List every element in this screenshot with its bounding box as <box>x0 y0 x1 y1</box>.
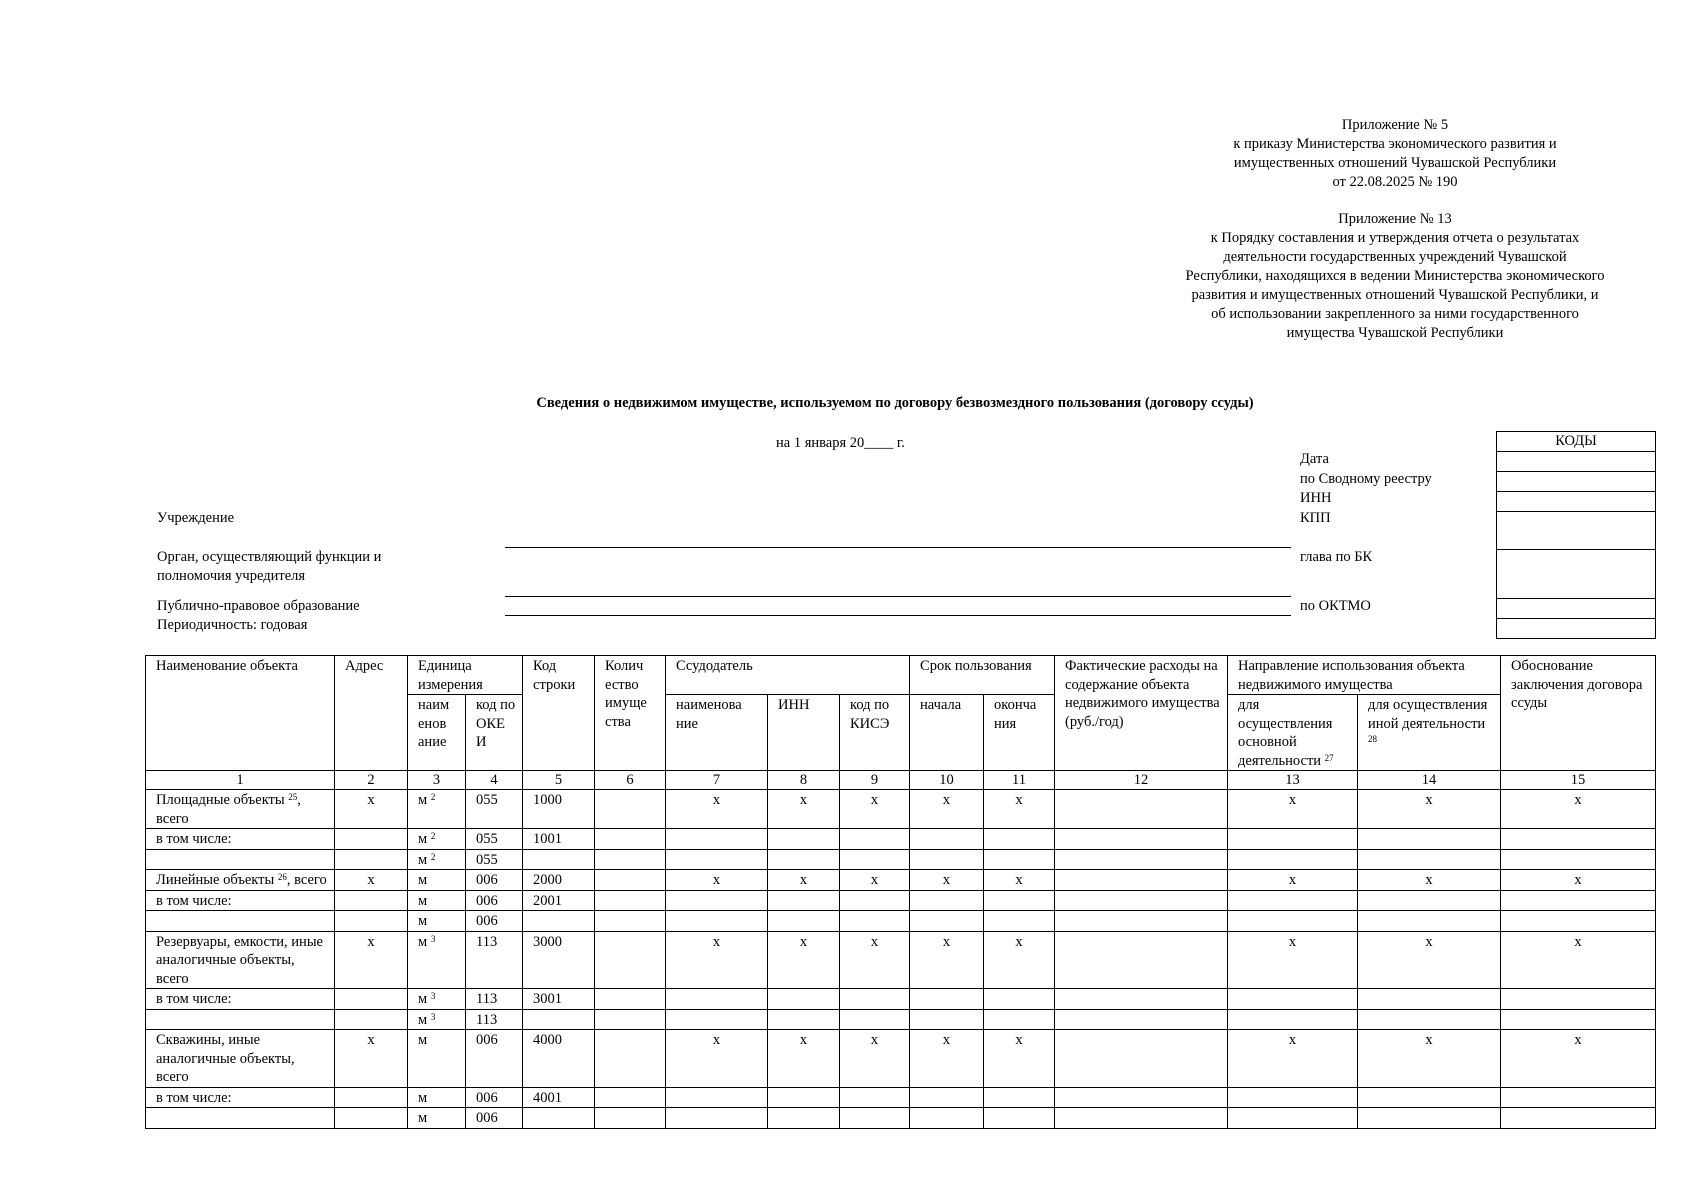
unit-name: м <box>418 1032 428 1048</box>
appendix-line: Приложение № 5 <box>1341 117 1449 133</box>
okei-code-cell: 055 <box>466 829 523 850</box>
okei-code-cell: 006 <box>466 911 523 932</box>
term-end-cell[interactable]: х <box>984 870 1055 891</box>
quantity-cell[interactable] <box>595 870 666 891</box>
header-lender-kise: код по КИСЭ <box>840 695 910 771</box>
term-start-cell[interactable] <box>910 1108 984 1129</box>
column-number: 10 <box>910 771 984 790</box>
appendix-5-header <box>1215 116 1575 192</box>
dir-other-cell[interactable]: х <box>1358 790 1501 829</box>
row-code-cell: 4000 <box>523 1030 595 1088</box>
appendix-line: деятельности государственных учреждений Чувашской <box>1223 249 1567 265</box>
lender-kise-cell[interactable] <box>840 911 910 932</box>
table-row <box>146 829 1656 850</box>
term-end-cell[interactable] <box>984 1108 1055 1129</box>
dir-other-cell[interactable] <box>1358 829 1501 850</box>
table-row <box>146 1108 1656 1129</box>
lender-inn-cell[interactable] <box>768 849 840 870</box>
founder-organ-label: Орган, осуществляющий функции и <box>157 549 382 565</box>
inn-label: ИНН <box>1300 490 1332 506</box>
ppo-input-line[interactable] <box>505 615 1291 616</box>
institution-label: Учреждение <box>157 510 235 526</box>
term-start-cell[interactable]: х <box>910 1030 984 1088</box>
quantity-cell[interactable] <box>595 829 666 850</box>
term-end-cell[interactable] <box>984 1087 1055 1108</box>
lender-inn-cell[interactable]: х <box>768 870 840 891</box>
unit-name: м <box>418 991 428 1007</box>
header-dir-main-text: для осуществления основной деятельности <box>1238 697 1333 769</box>
object-name-cell <box>146 849 335 870</box>
unit-name-cell <box>408 911 466 932</box>
unit-name-cell <box>408 1108 466 1129</box>
unit-name-cell <box>408 1087 466 1108</box>
footnote-mark: 26 <box>277 872 287 882</box>
dir-main-cell[interactable] <box>1228 849 1358 870</box>
address-cell[interactable] <box>335 1009 408 1030</box>
object-name-cell <box>146 911 335 932</box>
dir-other-cell[interactable] <box>1358 1087 1501 1108</box>
row-code-cell <box>523 1009 595 1030</box>
quantity-cell[interactable] <box>595 1030 666 1088</box>
lender-name-cell[interactable] <box>666 1009 768 1030</box>
okei-code-cell: 006 <box>466 1030 523 1088</box>
lender-inn-cell[interactable] <box>768 1009 840 1030</box>
dir-other-cell[interactable]: х <box>1358 870 1501 891</box>
object-name: в том числе: <box>156 892 232 909</box>
row-code-cell: 2001 <box>523 890 595 911</box>
okei-code-cell: 006 <box>466 1087 523 1108</box>
basis-cell[interactable] <box>1501 1009 1656 1030</box>
expenses-cell[interactable] <box>1055 849 1228 870</box>
lender-kise-cell[interactable]: х <box>840 790 910 829</box>
basis-cell[interactable] <box>1501 989 1656 1010</box>
dir-main-cell[interactable] <box>1228 890 1358 911</box>
term-start-cell[interactable]: х <box>910 870 984 891</box>
row-code-cell: 3001 <box>523 989 595 1010</box>
term-start-cell[interactable]: х <box>910 931 984 989</box>
quantity-cell[interactable] <box>595 1108 666 1129</box>
term-start-cell[interactable] <box>910 989 984 1010</box>
header-name: Наименование объекта <box>146 656 335 771</box>
table-row <box>146 911 1656 932</box>
quantity-cell[interactable] <box>595 989 666 1010</box>
term-end-cell[interactable] <box>984 829 1055 850</box>
lender-inn-cell[interactable] <box>768 911 840 932</box>
dir-other-cell[interactable] <box>1358 911 1501 932</box>
unit-name-cell <box>408 849 466 870</box>
unit-name: м <box>418 913 428 929</box>
address-cell[interactable] <box>335 829 408 850</box>
lender-kise-cell[interactable] <box>840 890 910 911</box>
term-end-cell[interactable] <box>984 989 1055 1010</box>
lender-inn-cell[interactable] <box>768 890 840 911</box>
address-cell[interactable] <box>335 989 408 1010</box>
header-dir-main <box>1228 695 1358 771</box>
code-cell-period[interactable] <box>1497 618 1655 638</box>
object-name-cell <box>146 931 335 989</box>
lender-inn-cell[interactable]: х <box>768 931 840 989</box>
table-row <box>146 1087 1656 1108</box>
dir-main-cell[interactable]: х <box>1228 790 1358 829</box>
column-number: 15 <box>1501 771 1656 790</box>
column-number: 5 <box>523 771 595 790</box>
dir-main-cell[interactable]: х <box>1228 931 1358 989</box>
footnote-28: 28 <box>1368 734 1378 744</box>
column-number: 1 <box>146 771 335 790</box>
appendix-line: к Порядку составления и утверждения отчета о результатах <box>1210 230 1580 246</box>
unit-name-cell <box>408 989 466 1010</box>
dir-other-cell[interactable] <box>1358 890 1501 911</box>
quantity-cell[interactable] <box>595 911 666 932</box>
unit-power: 2 <box>430 851 436 862</box>
lender-inn-cell[interactable] <box>768 1108 840 1129</box>
basis-cell[interactable] <box>1501 911 1656 932</box>
row-code-cell: 4001 <box>523 1087 595 1108</box>
header-unit: Единица измерения <box>408 656 523 695</box>
lender-inn-cell[interactable] <box>768 989 840 1010</box>
row-code-cell: 1001 <box>523 829 595 850</box>
header-address: Адрес <box>335 656 408 771</box>
term-start-cell[interactable]: х <box>910 790 984 829</box>
lender-kise-cell[interactable] <box>840 829 910 850</box>
table-row <box>146 1030 1656 1088</box>
quantity-cell[interactable] <box>595 931 666 989</box>
codes-header: КОДЫ <box>1555 433 1597 449</box>
dir-main-cell[interactable] <box>1228 911 1358 932</box>
appendix-line: к приказу Министерства экономического развития и <box>1233 136 1557 152</box>
header-term-start: начала <box>910 695 984 771</box>
term-start-cell[interactable] <box>910 829 984 850</box>
lender-inn-cell[interactable]: х <box>768 790 840 829</box>
term-end-cell[interactable] <box>984 890 1055 911</box>
basis-cell[interactable]: х <box>1501 790 1656 829</box>
expenses-cell[interactable] <box>1055 911 1228 932</box>
expenses-cell[interactable] <box>1055 1087 1228 1108</box>
expenses-cell[interactable] <box>1055 829 1228 850</box>
address-cell[interactable] <box>335 890 408 911</box>
appendix-line: развития и имущественных отношений Чувашской Республики, и <box>1191 287 1599 303</box>
lender-kise-cell[interactable]: х <box>840 870 910 891</box>
dir-other-cell[interactable] <box>1358 849 1501 870</box>
object-name: Линейные объекты <box>156 872 275 888</box>
table-row <box>146 989 1656 1010</box>
object-name: в том числе: <box>156 1089 232 1106</box>
column-number: 12 <box>1055 771 1228 790</box>
header-row-code: Код строки <box>523 656 595 771</box>
lender-kise-cell[interactable] <box>840 1009 910 1030</box>
table-row <box>146 890 1656 911</box>
lender-name-cell[interactable]: х <box>666 1030 768 1088</box>
expenses-cell[interactable] <box>1055 1009 1228 1030</box>
unit-name: м <box>418 933 428 950</box>
lender-inn-cell[interactable] <box>768 1087 840 1108</box>
term-end-cell[interactable]: х <box>984 1030 1055 1088</box>
object-name: Площадные объекты <box>156 792 285 808</box>
row-code-cell <box>523 1108 595 1129</box>
row-code-cell: 3000 <box>523 931 595 989</box>
appendix-line: от 22.08.2025 № 190 <box>1332 174 1458 190</box>
lender-name-cell[interactable]: х <box>666 931 768 989</box>
quantity-cell[interactable] <box>595 1009 666 1030</box>
object-name-tail: , всего <box>286 872 327 888</box>
address-cell[interactable]: х <box>335 870 408 891</box>
column-number: 14 <box>1358 771 1501 790</box>
term-end-cell[interactable] <box>984 849 1055 870</box>
header-lender-inn: ИНН <box>768 695 840 771</box>
okei-code-cell: 113 <box>466 931 523 989</box>
codes-box <box>1496 431 1656 639</box>
basis-cell[interactable]: х <box>1501 931 1656 989</box>
quantity-cell[interactable] <box>595 790 666 829</box>
quantity-cell[interactable] <box>595 1087 666 1108</box>
header-quantity: Колич ество имуще ства <box>595 656 666 771</box>
header-unit-name: наим енов ание <box>408 695 466 771</box>
object-name-tail: , всего <box>156 792 301 827</box>
object-name-cell <box>146 1087 335 1108</box>
term-start-cell[interactable] <box>910 849 984 870</box>
address-cell[interactable] <box>335 1108 408 1129</box>
institution-input-line[interactable] <box>505 547 1291 548</box>
basis-cell[interactable]: х <box>1501 870 1656 891</box>
lender-name-cell[interactable] <box>666 849 768 870</box>
table-row <box>146 790 1656 829</box>
dir-main-cell[interactable] <box>1228 989 1358 1010</box>
object-name-cell <box>146 870 335 891</box>
address-cell[interactable] <box>335 911 408 932</box>
unit-power: 2 <box>430 792 436 802</box>
row-code-cell <box>523 911 595 932</box>
footnote-mark: 25 <box>288 792 298 802</box>
expenses-cell[interactable] <box>1055 1030 1228 1088</box>
dir-main-cell[interactable] <box>1228 1108 1358 1129</box>
basis-cell[interactable] <box>1501 829 1656 850</box>
kpp-label: КПП <box>1300 510 1331 526</box>
quantity-cell[interactable] <box>595 849 666 870</box>
dir-main-cell[interactable]: х <box>1228 870 1358 891</box>
founder-organ-label-2: полномочия учредителя <box>157 568 306 584</box>
lender-kise-cell[interactable] <box>840 1087 910 1108</box>
object-name-cell <box>146 890 335 911</box>
unit-name-cell <box>408 890 466 911</box>
lender-name-cell[interactable] <box>666 911 768 932</box>
header-expenses: Фактические расходы на содержание объекта недвижимого имущества (руб./год) <box>1055 656 1228 771</box>
lender-name-cell[interactable] <box>666 1087 768 1108</box>
unit-power: 3 <box>430 1011 436 1022</box>
unit-name-cell <box>408 931 466 989</box>
column-number: 3 <box>408 771 466 790</box>
header-unit-code: код по ОКЕ И <box>466 695 523 771</box>
object-name-cell <box>146 1108 335 1129</box>
unit-name: м <box>418 1089 428 1106</box>
document-title: Сведения о недвижимом имуществе, используемом по договору безвозмездного пользования (договору ссуды) <box>536 395 1254 411</box>
unit-name: м <box>418 892 428 909</box>
address-cell[interactable] <box>335 1087 408 1108</box>
lender-name-cell[interactable]: х <box>666 790 768 829</box>
appendix-line: имущества Чувашской Республики <box>1286 325 1504 341</box>
unit-name: м <box>418 851 428 868</box>
table-row <box>146 931 1656 989</box>
expenses-cell[interactable] <box>1055 890 1228 911</box>
dir-other-cell[interactable] <box>1358 989 1501 1010</box>
column-number: 4 <box>466 771 523 790</box>
lender-name-cell[interactable] <box>666 829 768 850</box>
code-cell-registry[interactable] <box>1497 471 1655 491</box>
address-cell[interactable]: х <box>335 790 408 829</box>
okei-code-cell: 006 <box>466 890 523 911</box>
header-dir-other-text: для осуществления иной деятельности <box>1368 697 1488 732</box>
dir-main-cell[interactable]: х <box>1228 1030 1358 1088</box>
code-cell-inn[interactable] <box>1497 491 1655 511</box>
column-number: 8 <box>768 771 840 790</box>
expenses-cell[interactable] <box>1055 931 1228 989</box>
code-cell-kpp[interactable] <box>1497 511 1655 549</box>
lender-name-cell[interactable]: х <box>666 870 768 891</box>
row-code-cell: 1000 <box>523 790 595 829</box>
header-lender-name: наименова ние <box>666 695 768 771</box>
founder-organ-input-line[interactable] <box>505 596 1291 597</box>
code-cell-glava[interactable] <box>1497 549 1655 598</box>
column-number: 13 <box>1228 771 1358 790</box>
quantity-cell[interactable] <box>595 890 666 911</box>
ppo-label: Публично-правовое образование <box>157 598 360 614</box>
object-name-cell <box>146 829 335 850</box>
object-name-cell <box>146 989 335 1010</box>
header-dir-other <box>1358 695 1501 771</box>
lender-kise-cell[interactable]: х <box>840 1030 910 1088</box>
lender-inn-cell[interactable] <box>768 829 840 850</box>
okei-code-cell: 113 <box>466 989 523 1010</box>
address-cell[interactable]: х <box>335 931 408 989</box>
object-name: в том числе: <box>156 831 232 847</box>
dir-main-cell[interactable] <box>1228 1087 1358 1108</box>
basis-cell[interactable] <box>1501 1087 1656 1108</box>
dir-main-cell[interactable] <box>1228 1009 1358 1030</box>
dir-other-cell[interactable]: х <box>1358 931 1501 989</box>
header-lender: Ссудодатель <box>666 656 910 695</box>
column-number: 2 <box>335 771 408 790</box>
okei-code-cell: 055 <box>466 790 523 829</box>
object-name-cell <box>146 790 335 829</box>
object-name-cell <box>146 1009 335 1030</box>
unit-name-cell <box>408 1030 466 1088</box>
expenses-cell[interactable] <box>1055 989 1228 1010</box>
unit-name: м <box>418 831 428 847</box>
lender-name-cell[interactable] <box>666 989 768 1010</box>
table-row <box>146 870 1656 891</box>
lender-name-cell[interactable] <box>666 890 768 911</box>
column-number: 7 <box>666 771 768 790</box>
object-name: Скважины, иные аналогичные объекты, всего <box>156 1032 295 1085</box>
basis-cell[interactable]: х <box>1501 1030 1656 1088</box>
lender-kise-cell[interactable] <box>840 849 910 870</box>
unit-power: 3 <box>430 991 436 1001</box>
header-basis: Обоснование заключения договора ссуды <box>1501 656 1656 771</box>
header-term: Срок пользования <box>910 656 1055 695</box>
lender-kise-cell[interactable] <box>840 1108 910 1129</box>
property-table <box>145 655 1656 1129</box>
dir-main-cell[interactable] <box>1228 829 1358 850</box>
okei-code-cell: 006 <box>466 870 523 891</box>
address-cell[interactable]: х <box>335 1030 408 1088</box>
unit-power: 3 <box>430 933 436 944</box>
lender-name-cell[interactable] <box>666 1108 768 1129</box>
lender-inn-cell[interactable]: х <box>768 1030 840 1088</box>
header-term-end: оконча ния <box>984 695 1055 771</box>
term-end-cell[interactable] <box>984 1009 1055 1030</box>
glava-bk-label: глава по БК <box>1300 549 1373 565</box>
unit-name: м <box>418 1011 428 1028</box>
appendix-line: имущественных отношений Чувашской Республики <box>1233 155 1557 171</box>
expenses-cell[interactable] <box>1055 1108 1228 1129</box>
unit-name-cell <box>408 829 466 850</box>
expenses-cell[interactable] <box>1055 870 1228 891</box>
table-row <box>146 1009 1656 1030</box>
periodicity-label: Периодичность: годовая <box>157 617 308 633</box>
column-number: 11 <box>984 771 1055 790</box>
row-code-cell: 2000 <box>523 870 595 891</box>
date-label: Дата <box>1300 451 1329 467</box>
table-row <box>146 849 1656 870</box>
appendix-line: Приложение № 13 <box>1338 211 1452 227</box>
oktmo-label: по ОКТМО <box>1300 598 1371 614</box>
header-direction: Направление использования объекта недвижимого имущества <box>1228 656 1501 695</box>
appendix-13-header <box>1155 210 1635 343</box>
row-code-cell <box>523 849 595 870</box>
dir-other-cell[interactable] <box>1358 1108 1501 1129</box>
column-number: 9 <box>840 771 910 790</box>
object-name-cell <box>146 1030 335 1088</box>
unit-name-cell <box>408 870 466 891</box>
okei-code-cell: 055 <box>466 849 523 870</box>
unit-name-cell <box>408 1009 466 1030</box>
lender-kise-cell[interactable]: х <box>840 931 910 989</box>
code-cell-date[interactable] <box>1497 451 1655 471</box>
address-cell[interactable] <box>335 849 408 870</box>
unit-name: м <box>418 1110 428 1126</box>
registry-label: по Сводному реестру <box>1300 471 1432 487</box>
basis-cell[interactable] <box>1501 849 1656 870</box>
column-number: 6 <box>595 771 666 790</box>
unit-name: м <box>418 792 428 808</box>
term-end-cell[interactable]: х <box>984 790 1055 829</box>
basis-cell[interactable] <box>1501 1108 1656 1129</box>
appendix-line: об использовании закрепленного за ними государственного <box>1211 306 1579 322</box>
term-start-cell[interactable] <box>910 1009 984 1030</box>
dir-other-cell[interactable] <box>1358 1009 1501 1030</box>
basis-cell[interactable] <box>1501 890 1656 911</box>
appendix-line: Республики, находящихся в ведении Министерства экономического <box>1185 268 1605 284</box>
term-start-cell[interactable] <box>910 911 984 932</box>
term-end-cell[interactable] <box>984 911 1055 932</box>
report-date-line: на 1 января 20____ г. <box>776 435 905 451</box>
footnote-27: 27 <box>1324 752 1334 763</box>
unit-name-cell <box>408 790 466 829</box>
lender-kise-cell[interactable] <box>840 989 910 1010</box>
object-name: в том числе: <box>156 991 232 1007</box>
term-start-cell[interactable] <box>910 890 984 911</box>
unit-power: 2 <box>430 831 436 841</box>
code-cell-oktmo[interactable] <box>1497 598 1655 618</box>
term-start-cell[interactable] <box>910 1087 984 1108</box>
okei-code-cell: 113 <box>466 1009 523 1030</box>
expenses-cell[interactable] <box>1055 790 1228 829</box>
term-end-cell[interactable]: х <box>984 931 1055 989</box>
object-name: Резервуары, емкости, иные аналогичные объекты, всего <box>156 933 323 987</box>
dir-other-cell[interactable]: х <box>1358 1030 1501 1088</box>
unit-name: м <box>418 872 428 888</box>
okei-code-cell: 006 <box>466 1108 523 1129</box>
